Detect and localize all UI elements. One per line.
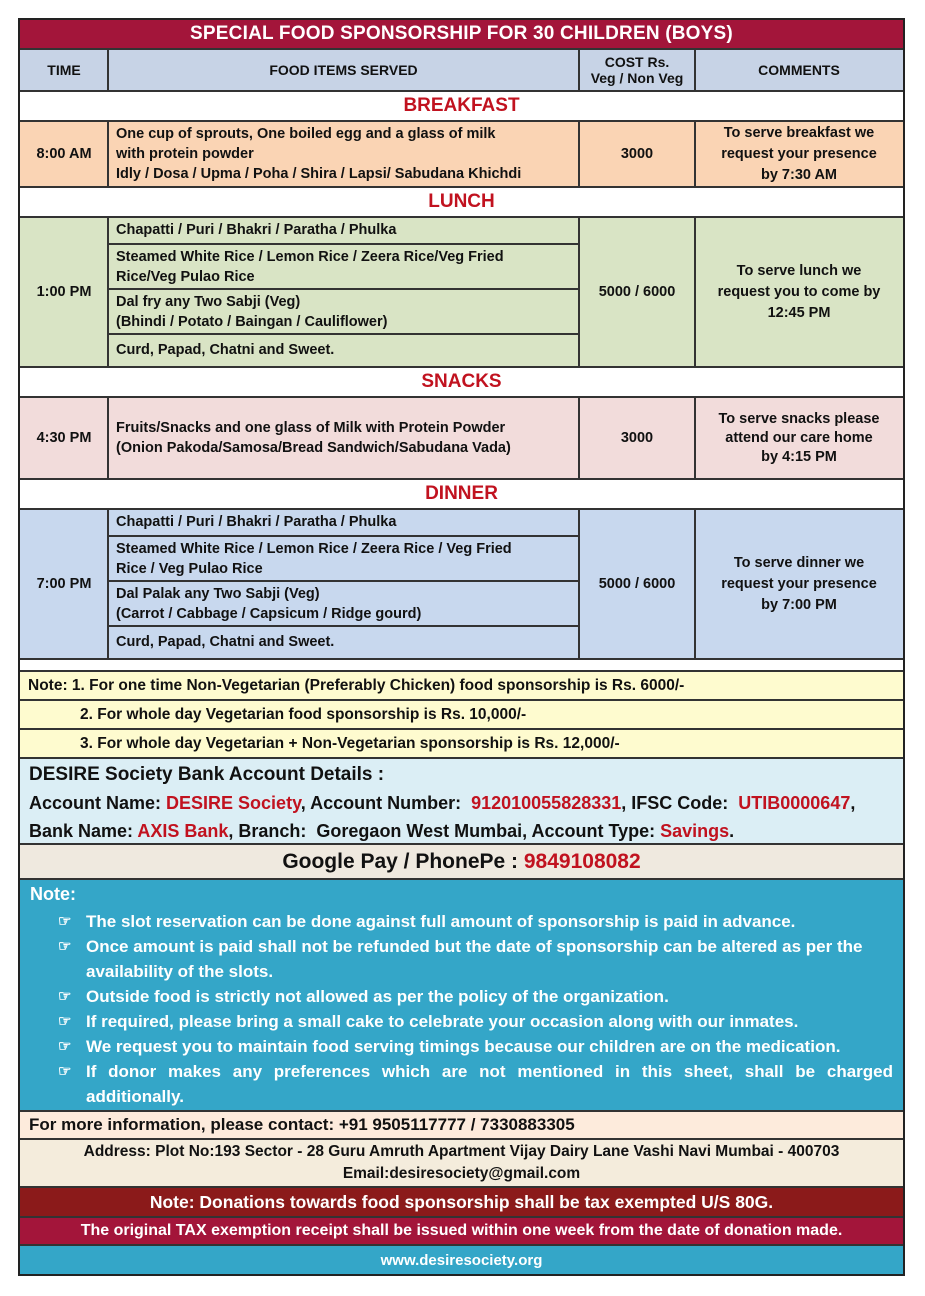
- note-text: Once amount is paid shall not be refunded but the date of sponsorship can be altered as per the availability of the slots.: [86, 937, 863, 981]
- lunch-item-curd: Curd, Papad, Chatni and Sweet.: [116, 342, 335, 358]
- snacks-comment: [695, 398, 903, 478]
- pointing-hand-icon: ☞: [58, 988, 72, 1005]
- dinner-time: 7:00 PM: [36, 576, 92, 592]
- header-cost: [579, 50, 695, 90]
- divider: [694, 122, 696, 186]
- account-name: DESIRE Society: [166, 793, 301, 813]
- pointing-hand-icon: ☞: [58, 1038, 72, 1055]
- lunch-item-dal-1: Dal fry any Two Sabji (Veg): [116, 293, 301, 310]
- bank-line-2: Bank Name: AXIS Bank, Branch: Goregaon West Mumbai, Account Type: Savings.: [29, 821, 735, 841]
- lunch-comment: [695, 218, 903, 366]
- meal-heading-dinner: DINNER: [20, 480, 903, 510]
- tax-receipt-note: The original TAX exemption receipt shall be issued within one week from the date of donation made.: [20, 1216, 903, 1244]
- lunch-row: [20, 218, 903, 368]
- header-cost-line1: COST Rs.: [604, 54, 670, 70]
- dinner-comment: [695, 510, 903, 658]
- dinner-item-curd: Curd, Papad, Chatni and Sweet.: [116, 634, 335, 650]
- note-text: If donor makes any preferences which are not mentioned in this sheet, shall be charged additionally.: [86, 1062, 893, 1106]
- note-item: [30, 1034, 893, 1059]
- address: Address: Plot No:193 Sector - 28 Guru Amruth Apartment Vijay Dairy Lane Vashi Navi Mumbai - 400703: [83, 1143, 840, 1160]
- contact-line: For more information, please contact: +91 9505117777 / 7330883305: [20, 1110, 903, 1138]
- list-item: [108, 510, 579, 537]
- divider: [694, 218, 696, 366]
- divider: [107, 510, 109, 658]
- pricing-note-1: Note: 1. For one time Non-Vegetarian (Preferably Chicken) food sponsorship is Rs. 6000/-: [20, 670, 903, 699]
- pricing-note-2: 2. For whole day Vegetarian food sponsorship is Rs. 10,000/-: [20, 699, 903, 728]
- comment-line: by 7:30 AM: [760, 166, 837, 183]
- payment-number: 9849108082: [523, 849, 641, 873]
- comment-line: To serve dinner we: [733, 554, 865, 571]
- pointing-hand-icon: ☞: [58, 1013, 72, 1030]
- dinner-item-dal-1: Dal Palak any Two Sabji (Veg): [116, 585, 320, 602]
- comment-line: To serve snacks please: [718, 410, 880, 427]
- comment-line: by 7:00 PM: [761, 596, 837, 613]
- header-cost-line2: Veg / Non Veg: [590, 70, 684, 86]
- pricing-note-3: 3. For whole day Vegetarian + Non-Vegetarian sponsorship is Rs. 12,000/-: [20, 728, 903, 757]
- ifsc-code: UTIB0000647: [738, 793, 851, 813]
- meal-heading-breakfast: BREAKFAST: [20, 92, 903, 122]
- lunch-item-breads: Chapatti / Puri / Bhakri / Paratha / Phulka: [116, 222, 397, 238]
- divider: [578, 398, 580, 478]
- header-food-items: FOOD ITEMS SERVED: [269, 62, 418, 78]
- note-text: The slot reservation can be done against full amount of sponsorship is paid in advance.: [86, 912, 796, 931]
- branch: Goregaon West Mumbai: [316, 821, 523, 841]
- note-item: [30, 1009, 893, 1034]
- notes-section: [20, 878, 903, 1110]
- comment-line: request you to come by: [717, 283, 881, 300]
- label: , Account Type:: [522, 821, 661, 841]
- breakfast-item-2: with protein powder: [116, 146, 254, 162]
- header-comments: COMMENTS: [758, 62, 840, 78]
- comment-line: To serve lunch we: [736, 262, 862, 279]
- breakfast-cost: 3000: [620, 146, 654, 162]
- website-link[interactable]: www.desiresociety.org: [20, 1244, 903, 1274]
- divider: [694, 50, 696, 90]
- comment-line: To serve breakfast we: [723, 124, 875, 141]
- lunch-time: 1:00 PM: [36, 284, 92, 300]
- label: , Account Number:: [300, 793, 472, 813]
- divider: [694, 510, 696, 658]
- list-item: [108, 245, 579, 290]
- divider: [578, 122, 580, 186]
- list-item: [108, 122, 579, 186]
- note-item: [30, 1059, 893, 1109]
- breakfast-row: [20, 122, 903, 188]
- dinner-row: [20, 510, 903, 660]
- pointing-hand-icon: ☞: [58, 938, 72, 955]
- pointing-hand-icon: ☞: [58, 913, 72, 930]
- list-item: [108, 335, 579, 366]
- comment-line: request your presence: [721, 575, 877, 592]
- breakfast-time: 8:00 AM: [36, 146, 92, 162]
- comment-line: 12:45 PM: [767, 304, 831, 321]
- pointing-hand-icon: ☞: [58, 1063, 72, 1080]
- lunch-item-rice-1: Steamed White Rice / Lemon Rice / Zeera Rice/Veg Fried: [116, 248, 504, 265]
- dinner-item-rice-1: Steamed White Rice / Lemon Rice / Zeera Rice / Veg Fried: [116, 540, 512, 557]
- lunch-item-rice-2: Rice/Veg Pulao Rice: [116, 268, 255, 285]
- sponsorship-sheet: [18, 18, 905, 1276]
- table-header: [20, 48, 903, 92]
- header-time: TIME: [47, 62, 81, 78]
- list-item: [108, 398, 579, 478]
- divider: [107, 50, 109, 90]
- label: , Branch:: [228, 821, 317, 841]
- note-item: [30, 909, 893, 934]
- lunch-items: [108, 218, 579, 366]
- note-item: [30, 984, 893, 1009]
- divider: [578, 50, 580, 90]
- snacks-items: [108, 398, 579, 478]
- bank-name: AXIS Bank: [137, 821, 229, 841]
- note-text: We request you to maintain food serving timings because our children are on the medication.: [86, 1037, 841, 1056]
- dinner-item-breads: Chapatti / Puri / Bhakri / Paratha / Phulka: [116, 514, 397, 530]
- breakfast-comment: [695, 122, 903, 186]
- note-text: If required, please bring a small cake to celebrate your occasion along with our inmates.: [86, 1012, 799, 1031]
- divider: [694, 398, 696, 478]
- tax-note: Note: Donations towards food sponsorship shall be tax exempted U/S 80G.: [20, 1186, 903, 1216]
- bank-details: [20, 757, 903, 843]
- dinner-items: [108, 510, 579, 658]
- lunch-cost: 5000 / 6000: [598, 284, 676, 300]
- dinner-cost: 5000 / 6000: [598, 576, 676, 592]
- divider: [107, 122, 109, 186]
- account-type: Savings: [660, 821, 730, 841]
- list-item: [108, 218, 579, 245]
- note-text: Outside food is strictly not allowed as per the policy of the organization.: [86, 987, 669, 1006]
- breakfast-item-1: One cup of sprouts, One boiled egg and a glass of milk: [116, 126, 496, 142]
- comment-line: by 4:15 PM: [761, 448, 837, 465]
- comment-line: request your presence: [721, 145, 877, 162]
- note-item: [30, 934, 893, 984]
- dinner-item-dal-2: (Carrot / Cabbage / Capsicum / Ridge gourd): [116, 605, 422, 622]
- spacer: [20, 660, 903, 670]
- snacks-row: [20, 398, 903, 480]
- bank-line-1: Account Name: DESIRE Society, Account Number: 912010055828331, IFSC Code: UTIB0000647,: [29, 793, 856, 813]
- lunch-item-dal-2: (Bhindi / Potato / Baingan / Cauliflower): [116, 313, 388, 330]
- account-number: 912010055828331: [471, 793, 622, 813]
- snacks-item-2: (Onion Pakoda/Samosa/Bread Sandwich/Sabudana Vada): [116, 440, 511, 456]
- list-item: [108, 627, 579, 658]
- breakfast-item-3: Idly / Dosa / Upma / Poha / Shira / Lapsi/ Sabudana Khichdi: [116, 166, 522, 182]
- snacks-time: 4:30 PM: [36, 430, 92, 446]
- breakfast-items: [108, 122, 579, 186]
- list-item: [108, 582, 579, 627]
- label: Bank Name:: [29, 821, 138, 841]
- dinner-item-rice-2: Rice / Veg Pulao Rice: [116, 560, 263, 577]
- payment-line: [20, 843, 903, 878]
- snacks-item-1: Fruits/Snacks and one glass of Milk with Protein Powder: [116, 420, 506, 436]
- page-title: SPECIAL FOOD SPONSORSHIP FOR 30 CHILDREN (BOYS): [20, 20, 903, 48]
- meal-heading-lunch: LUNCH: [20, 188, 903, 218]
- divider: [578, 510, 580, 658]
- label: , IFSC Code:: [621, 793, 739, 813]
- divider: [107, 218, 109, 366]
- list-item: [108, 537, 579, 582]
- address-block: [20, 1138, 903, 1186]
- bank-heading: DESIRE Society Bank Account Details :: [29, 764, 385, 785]
- divider: [107, 398, 109, 478]
- email[interactable]: Email:desiresociety@gmail.com: [342, 1165, 581, 1182]
- comment-line: attend our care home: [725, 429, 873, 446]
- notes-heading: Note:: [30, 884, 76, 904]
- divider: [578, 218, 580, 366]
- snacks-cost: 3000: [620, 430, 654, 446]
- label: Account Name:: [29, 793, 167, 813]
- list-item: [108, 290, 579, 335]
- meal-heading-snacks: SNACKS: [20, 368, 903, 398]
- payment-label: Google Pay / PhonePe :: [282, 849, 524, 873]
